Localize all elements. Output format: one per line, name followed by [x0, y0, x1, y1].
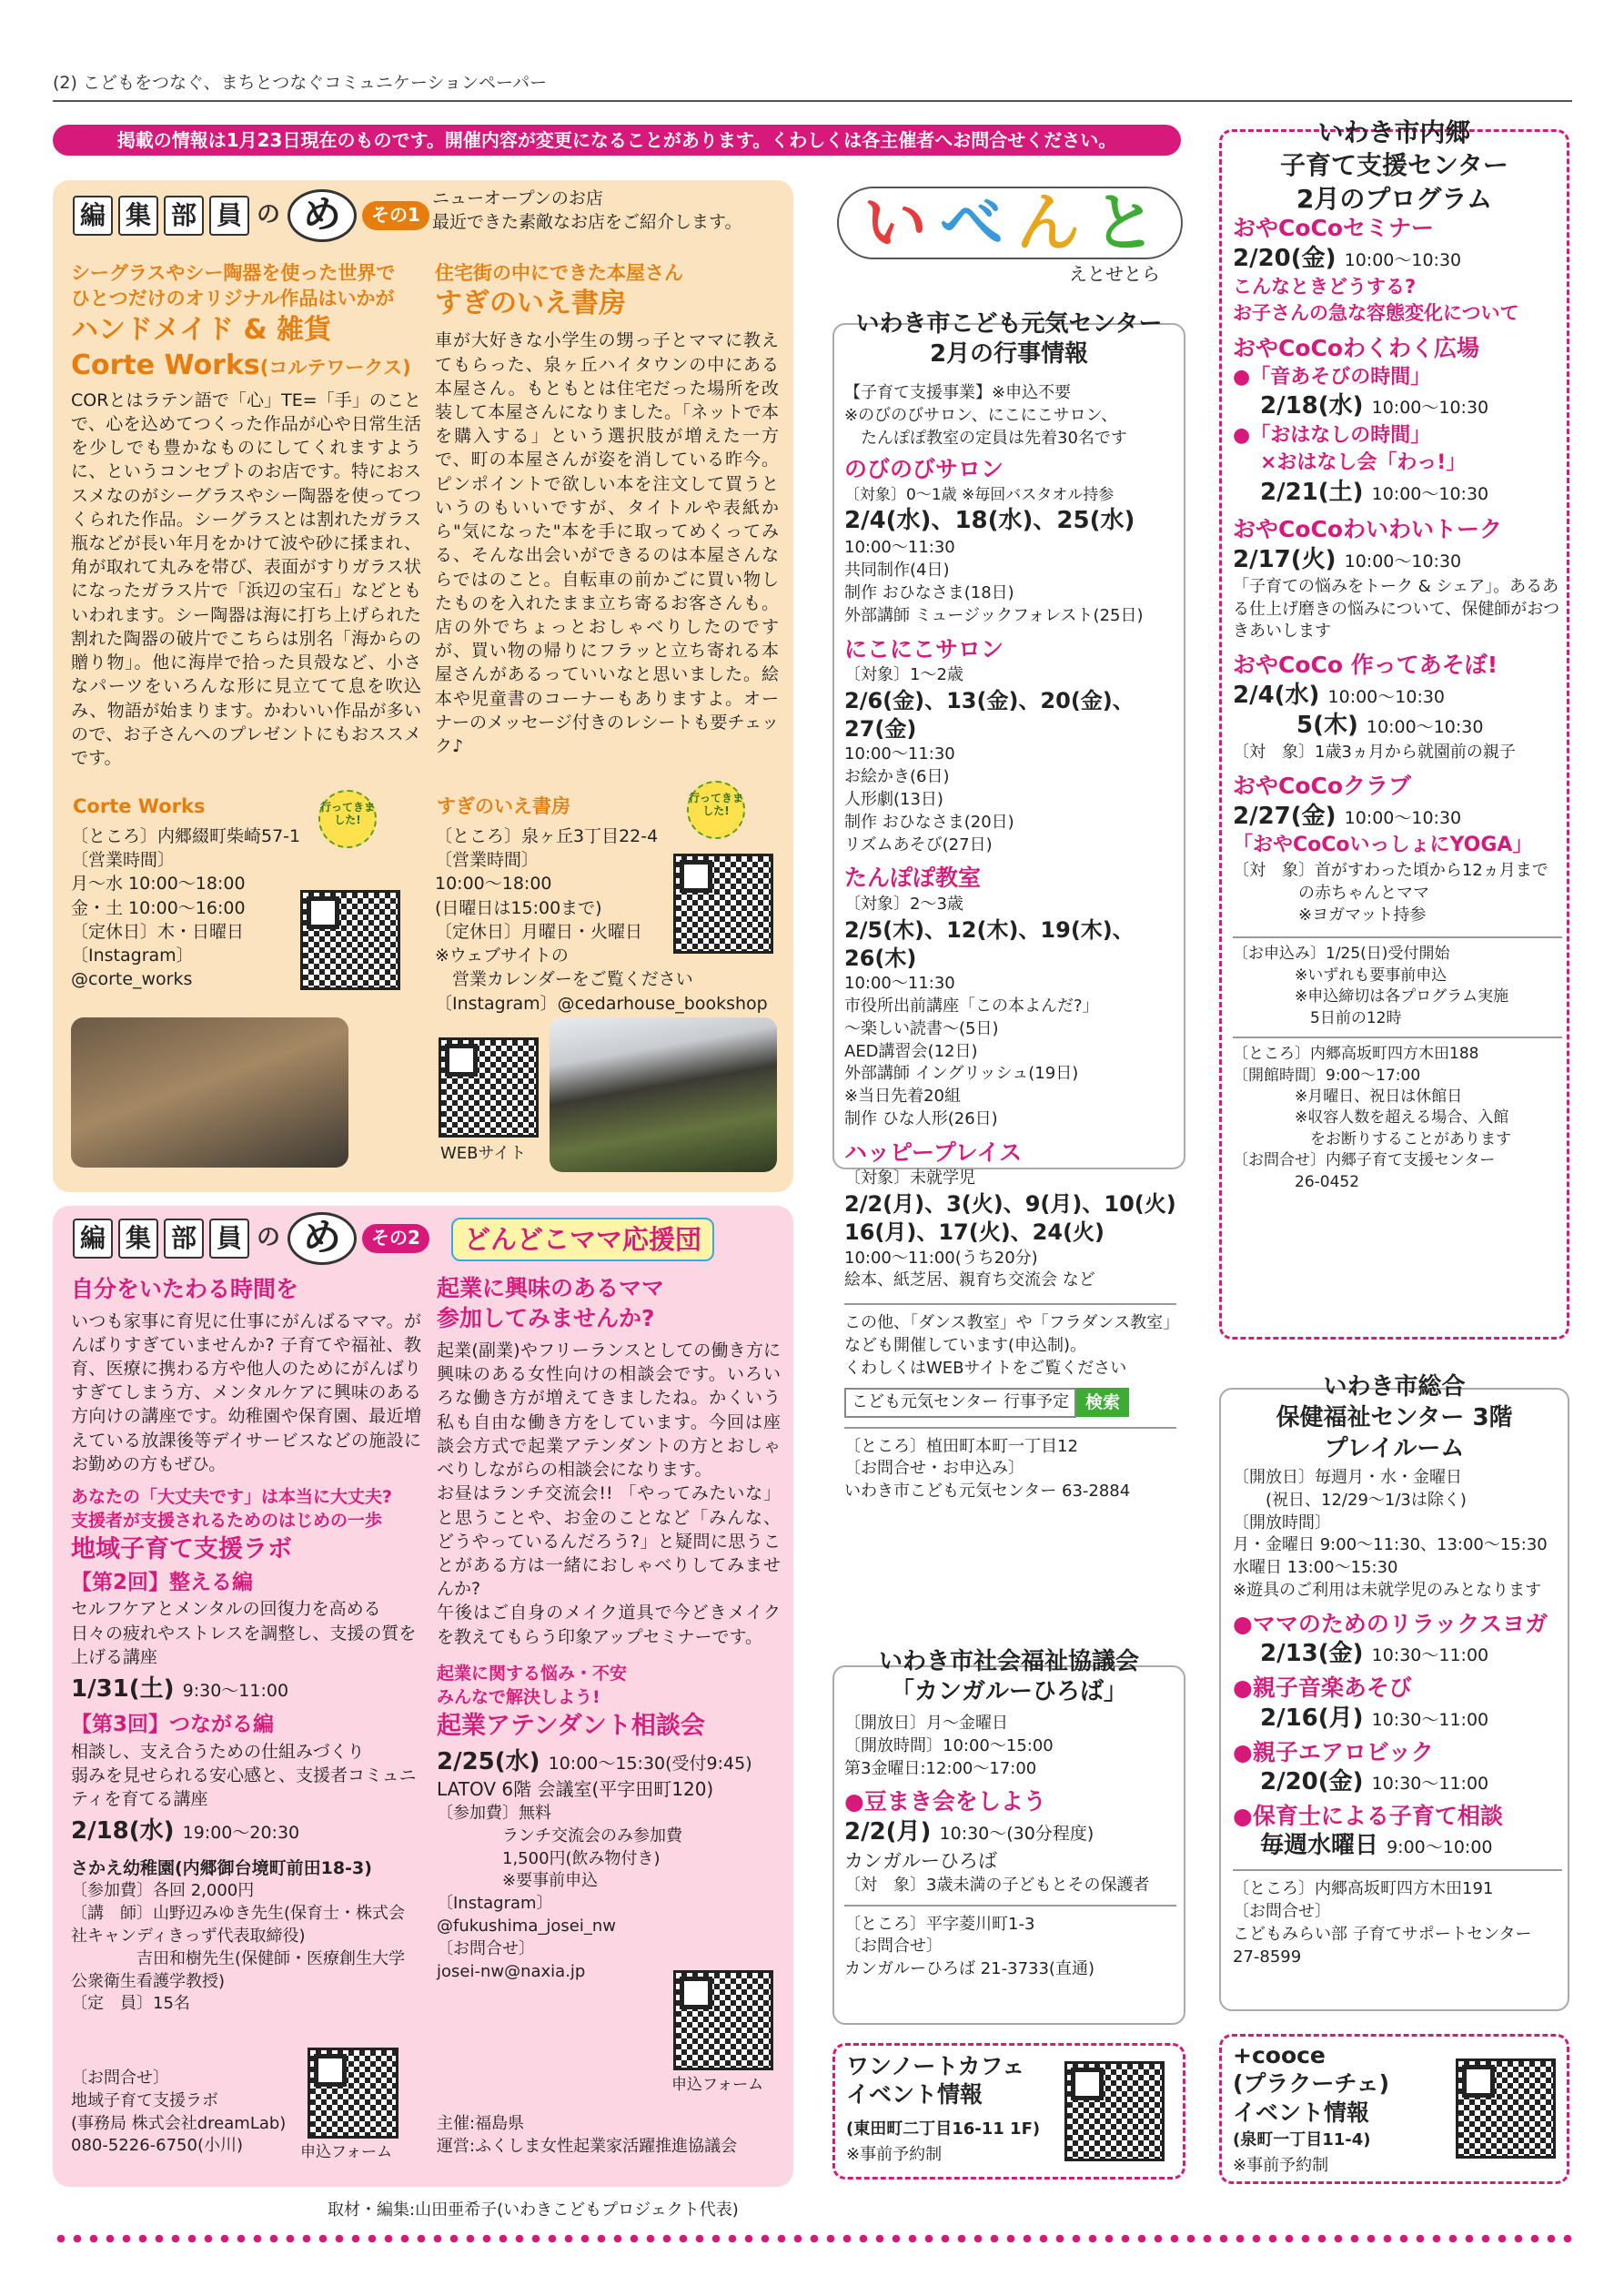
entrepreneur-apply-label: 申込フォーム: [671, 2076, 764, 2094]
cooce-address: (泉町一丁目11-4): [1233, 2130, 1371, 2149]
sono-badge-1: その1: [362, 201, 429, 230]
kangaroo-title: いわき市社会福祉協議会 「カンガルーひろば」: [878, 1648, 1139, 1705]
suginoie-shop-photo: [550, 1017, 777, 1172]
entrepreneur-apply-qr[interactable]: [673, 1970, 773, 2070]
suginoie-article: 住宅街の中にできた本屋さん すぎのいえ書房 車が大好きな小学生の甥っ子とママに教えてもらった、泉ヶ丘ハイタウンの中にある本屋さん。もともとは住宅だった場所を改装して本屋さんになりました。「ネットで本を購入する」という選択肢が増えた一方で、町の本屋さんが姿を消している昨今。ピンポイントで欲しい本を注文して買うというのもいいですが、タイトルや表紙から"気になった"本を手に取ってめくってみる、そんな出会いができるのは本屋さんならではのこと。自転車の前かごに買い物したものを入れたまま立ち寄るお客さんも。店の外でちょっとおしゃべりしたのですが、買い物の帰りにフラッと立ち寄れる本屋さんがあるっていいなと思いました。絵本や児童書のコーナーもありますよ。オーナーのメッセージ付きのレシートも要チェック♪: [435, 262, 779, 757]
wanote-qr-code[interactable]: [1064, 2061, 1165, 2161]
bottom-dotted-border: [53, 2234, 1572, 2243]
hoken-title: いわき市総合 保健福祉センター 3階 プレイルーム: [1276, 1373, 1513, 1462]
corte-shop-info: 〔ところ〕内郷綴町柴崎57-1 〔営業時間〕 月〜水 10:00〜18:00 金・土 10:00〜16:00 〔定休日〕木・日曜日 〔Instagram〕 @corte_works: [71, 826, 301, 990]
editor-logo-1: 編 集 部 員 の め その1: [73, 189, 429, 242]
wanote-note: ※事前予約制: [846, 2145, 943, 2164]
corte-qr-code[interactable]: [300, 890, 400, 990]
entrepreneur-organizer: 主催:福島県 運営:ふくしま女性起業家活躍推進協議会: [437, 2114, 738, 2156]
corte-shop-photo: [71, 1017, 348, 1168]
suginoie-web-qr-code[interactable]: [439, 1037, 539, 1138]
wanote-address: (東田町二丁目16-11 1F): [846, 2119, 1041, 2139]
selfcare-apply-label: 申込フォーム: [300, 2143, 393, 2161]
genki-search-box[interactable]: [844, 1388, 1176, 1418]
credit: 取材・編集:山田亜希子(いわきこどもプロジェクト代表): [328, 2200, 739, 2220]
suginoie-shop-name: すぎのいえ書房: [437, 795, 570, 817]
visited-stamp-1: 行ってきました!: [318, 790, 377, 848]
suginoie-qr-code[interactable]: [673, 854, 773, 954]
uchigo-title: いわき市内郷 子育て支援センター 2月のプログラム: [1280, 117, 1508, 214]
entrepreneur-article: 起業に興味のあるママ 参加してみませんか? 起業(副業)やフリーランスとしての働き方に興味のある女性向けの相談会です。いろいろな働き方が増えてきましたね。かくいう私も自由な働き方をしています。今回は座談会方式で起業アテンダントの方とおしゃべりしながらの相談会になります。 お昼はランチ交流会!! 「やってみたいな」と思うことや、お金のことなど「みんな、どうやっているんだろう?」と疑問に思うことがある方は一緒におしゃべりしてみませんか? 午後はご自身のメイク道具で今どきメイクを教えてもらう印象アップセミナーです。 起業に関する悩み・不安 みんなで解決しよう! 起業アテンダント相談会 2/25(水) 10:00〜15:30(受付9:45) LATOV 6階 会議室(平字田町120) 〔参加費〕無料 ランチ交流会のみ参加費 1,500円(飲み物付き) ※要事前申込 〔Instagram〕 @fukushima_josei_nw 〔お問合せ〕 josei-nw@naxia.jp: [437, 1275, 781, 1981]
ibento-subtitle: えとせとら: [1069, 263, 1160, 285]
web-site-label: WEBサイト: [440, 1144, 527, 1163]
notice-banner: 掲載の情報は1月23日現在のものです。開催内容が変更になることがあります。くわしくは各主催者へお問合せください。: [53, 125, 1181, 156]
corte-works-article: シーグラスやシー陶器を使った世界で ひとつだけのオリジナル作品はいかが ハンドメイド & 雑貨 Corte Works(コルテワークス) CORとはラテン語で「心」TE=「手」のことで、心を込めてつくった作品が心や日常生活を少しでも豊かなものにしてくれますように、というコンセプトのお店です。特におススメなのがシーグラスやシー陶器を使ってつくられた作品。シーグラスとは割れたガラス瓶などが長い年月をかけて波や砂に揉まれ、角が取れて丸みを帯び、表面がすりガラス状になったガラス片で「浜辺の宝石」などともいわれます。シー陶器は海に打ち上げられた割れた陶器の破片でこちらは別名「海からの贈り物」。他に海岸で拾った貝殻など、小さなパーツをいろんな形に見立てて息を吹込み、物語が始まります。かわいい作品が多いので、お子さんへのプレゼントにもおススメです。: [71, 262, 421, 768]
hoken-body: 〔開放日〕毎週月・水・金曜日 (祝日、12/29〜1/3は除く) 〔開放時間〕 月・金曜日 9:00〜11:30、13:00〜15:30 水曜日 13:00〜15:30 ※遊具のご利用は未就学児のみとなります ●ママのためのリラックスヨガ 2/13(金) 10:30〜11:00 ●親子音楽あそび 2/16(月) 10:30〜11:00 ●親子エアロビック 2/20(金) 10:30〜11:00 ●保育士による子育て相談 毎週水曜日 9:00〜10:00 〔ところ〕内郷高坂町四方木田191 〔お問合せ〕 こどもみらい部 子育てサポートセンター 27-8599: [1233, 1467, 1562, 1968]
page-header: (2) こどもをつなぐ、まちとつなぐコミュニケーションペーパー: [53, 73, 548, 93]
dondoko-banner: どんどこママ応援団: [451, 1218, 714, 1261]
cooce-title: +cooce (プラクーチェ) イベント情報: [1233, 2042, 1390, 2126]
kangaroo-body: 〔開放日〕月〜金曜日 〔開放時間〕10:00〜15:00 第3金曜日:12:00〜17:00 ●豆まき会をしよう 2/2(月) 10:30〜(30分程度) カンガルーひろば 〔対 象〕3歳未満の子どもとその保護者 〔ところ〕平字菱川町1-3 〔お問合せ〕 カンガルーひろば 21-3733(直通): [844, 1713, 1176, 1981]
suginoie-shop-info: 〔ところ〕泉ヶ丘3丁目22-4 〔営業時間〕 10:00〜18:00 (日曜日は15:00まで) 〔定休日〕月曜日・火曜日 ※ウェブサイトの 営業カレンダーをご覧ください 〔Instagram〕@cedarhouse_bookshop: [435, 826, 768, 1014]
ibento-logo: い べ ん と: [837, 187, 1183, 259]
cooce-qr-code[interactable]: [1456, 2058, 1556, 2159]
genki-title: いわき市こども元気センター 2月の行事情報: [855, 310, 1163, 368]
visited-stamp-2: 行ってきました!: [687, 781, 745, 839]
sono-badge-2: その2: [362, 1224, 429, 1253]
header-divider: [53, 100, 1572, 102]
wanote-title: ワンノートカフェ イベント情報: [846, 2053, 1025, 2109]
uchigo-body: おやCoCoセミナー 2/20(金) 10:00〜10:30 こんなときどうする? お子さんの急な容態変化について おやCoCoわくわく広場 ●「音あそびの時間」 2/18(水) 10:00〜10:30 ●「おはなしの時間」 ×おはなし会「わっ!」 2/21(土) 10:00〜10:30 おやCoCoわいわいトーク 2/17(火) 10:00〜10:30 「子育ての悩みをトーク & シェア」。あるある仕上げ磨きの悩みについて、保健師がおつきあいします おやCoCo 作ってあそぼ! 2/4(水) 10:00〜10:30 5(木) 10:00〜10:30 〔対 象〕1歳3ヵ月から就園前の親子 おやCoCoクラブ 2/27(金) 10:00〜10:30 「おやCoCoいっしょにYOGA」 〔対 象〕首がすわった頃から12ヵ月まで の赤ちゃんとママ ※ヨガマット持参 〔お申込み〕1/25(日)受付開始 ※いずれも要事前申込 ※申込締切は各プログラム実施 5日前の12時 〔ところ〕内郷高坂町四方木田188 〔開館時間〕9:00〜17:00 ※月曜日、祝日は休館日 ※収容人数を超える場合、入館 をお断りすることがあります 〔お問合せ〕内郷子育て支援センター 26-0452: [1233, 214, 1562, 1193]
cooce-note: ※事前予約制: [1233, 2156, 1329, 2175]
editor-intro: ニューオープンのお店 最近できた素敵なお店をご紹介します。: [432, 188, 742, 233]
genki-search-button[interactable]: 検索: [1076, 1388, 1129, 1417]
genki-body: 【子育て支援事業】※申込不要 ※のびのびサロン、にこにこサロン、 たんぽぽ教室の定員は先着30名です のびのびサロン 〔対象〕0〜1歳 ※毎回バスタオル持参 2/4(水)、18(水)、25(水) 10:00〜11:30 共同制作(4日) 制作 おひなさま(18日) 外部講師 ミュージックフォレスト(25日) にこにこサロン 〔対象〕1〜2歳 2/6(金)、13(金)、20(金)、27(金) 10:00〜11:30 お絵かき(6日) 人形劇(13日) 制作 おひなさま(20日) リズムあそび(27日) たんぽぽ教室 〔対象〕2〜3歳 2/5(木)、12(木)、19(木)、26(木) 10:00〜11:30 市役所出前講座「この本よんだ?」 〜楽しい読書〜(5日) AED講習会(12日) 外部講師 イングリッシュ(19日) ※当日先着20組 制作 ひな人形(26日) ハッピープレイス 〔対象〕未就学児 2/2(月)、3(火)、9(月)、10(火) 16(月)、17(火)、24(火) 10:00〜11:00(うち20分) 絵本、紙芝居、親育ち交流会 など この他、「ダンス教室」や「フラダンス教室」なども開催しています(申込制)。 くわしくはWEBサイトをご覧ください こども元気センター 行事予定 検索 〔ところ〕植田町本町一丁目12 〔お問合せ・お申込み〕 いわき市こども元気センター 63-2884: [844, 383, 1176, 1502]
editor-logo-2: 編 集 部 員 の め その2: [73, 1212, 429, 1265]
selfcare-contact: 〔お問合せ〕 地域子育て支援ラボ (事務局 株式会社dreamLab) 080-5226-6750(小川): [71, 2068, 287, 2156]
selfcare-apply-qr[interactable]: [308, 2048, 398, 2139]
genki-search-input[interactable]: こども元気センター 行事予定: [844, 1388, 1076, 1418]
corte-shop-name: Corte Works: [73, 795, 206, 817]
selfcare-article: 自分をいたわる時間を いつも家事に育児に仕事にがんばるママ。がんばりすぎていませんか? 子育てや福祉、教育、医療に携わる方や他人のためにがんばりすぎてしまう方、メンタルケアに興味のある方向けの講座です。幼稚園や保育園、最近増えている放課後等デイサービスなどの施設にお勤めの方もぜひ。 あなたの「大丈夫です」は本当に大丈夫? 支援者が支援されるためのはじめの一歩 地域子育て支援ラボ 【第2回】整える編 セルフケアとメンタルの回復力を高める 日々の疲れやストレスを調整し、支援の質を上げる講座 1/31(土) 9:30〜11:00 【第3回】つながる編 相談し、支え合うための仕組みづくり 弱みを見せられる安心感と、支援者コミュニティを育てる講座 2/18(水) 19:00〜20:30 さかえ幼稚園(内郷御台境町前田18-3) 〔参加費〕各回 2,000円 〔講 師〕山野辺みゆき先生(保育士・株式会社キャンディきっず代表取締役) 吉田和樹先生(保健師・医療創生大学公衆衛生看護学教授) 〔定 員〕15名: [71, 1276, 421, 2014]
